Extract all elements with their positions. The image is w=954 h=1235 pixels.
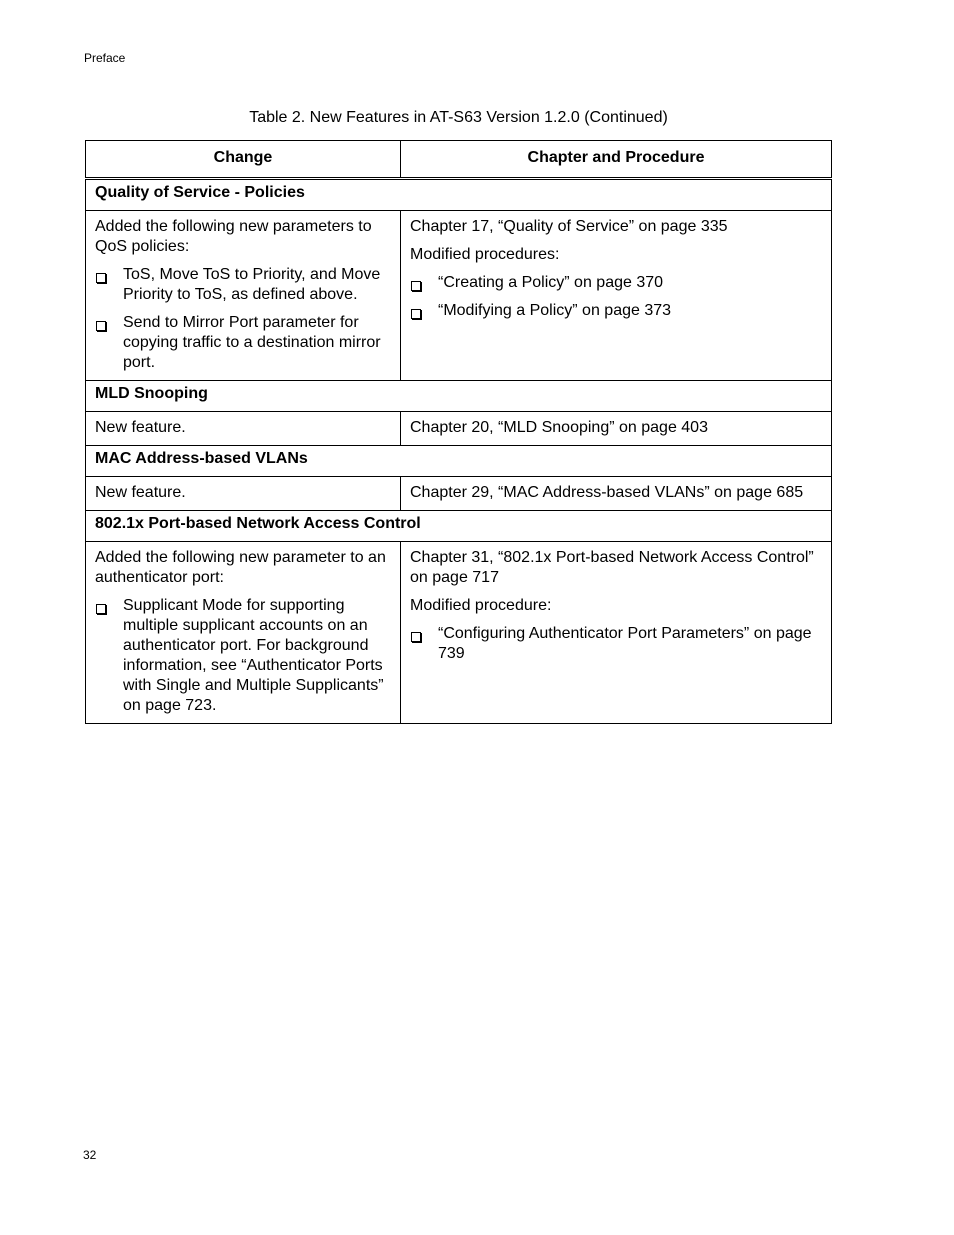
checkbox-square-icon	[411, 632, 421, 642]
change-cell	[86, 542, 401, 724]
list-item-text: Send to Mirror Port parameter for copying traffic to a destination mirror port.	[123, 314, 381, 371]
section-title: MAC Address-based VLANs	[86, 446, 832, 477]
list-item	[95, 265, 391, 305]
procedure-bullet-list	[410, 273, 822, 321]
checkbox-square-icon	[411, 309, 421, 319]
running-head: Preface	[84, 51, 126, 65]
chapter-reference: Chapter 31, “802.1x Port-based Network Access Control” on page 717	[410, 549, 814, 586]
change-intro: Added the following new parameters to QoS policies:	[95, 218, 372, 255]
change-intro: Added the following new parameter to an authenticator port:	[95, 549, 386, 586]
section-row	[86, 381, 832, 412]
change-cell	[86, 211, 401, 381]
procedure-label: Modified procedure:	[410, 597, 552, 614]
list-item	[410, 301, 822, 321]
chapter-reference: Chapter 17, “Quality of Service” on page 335	[410, 218, 728, 235]
column-header-change: Change	[86, 141, 401, 179]
change-bullet-list	[95, 265, 391, 373]
table-row	[86, 477, 832, 511]
list-item-text: ToS, Move ToS to Priority, and Move Priority to ToS, as defined above.	[123, 266, 381, 303]
list-item-text: “Creating a Policy” on page 370	[438, 274, 664, 291]
list-item-text: “Modifying a Policy” on page 373	[438, 302, 672, 319]
chapter-cell	[401, 211, 832, 381]
table-row	[86, 412, 832, 446]
procedure-bullet-list	[410, 624, 822, 664]
chapter-cell	[401, 542, 832, 724]
section-title: Quality of Service - Policies	[86, 179, 832, 211]
list-item	[95, 596, 391, 716]
table-header-row	[86, 141, 832, 179]
list-item-text: “Configuring Authenticator Port Parameters” on page 739	[438, 625, 812, 662]
table-row	[86, 542, 832, 724]
change-cell: New feature.	[86, 477, 401, 511]
checkbox-square-icon	[96, 604, 106, 614]
section-title: MLD Snooping	[86, 381, 832, 412]
section-row	[86, 179, 832, 211]
checkbox-square-icon	[96, 273, 106, 283]
checkbox-square-icon	[96, 321, 106, 331]
checkbox-square-icon	[411, 281, 421, 291]
list-item-text: Supplicant Mode for supporting multiple supplicant accounts on an authenticator port. For background information, see “Authenticator Ports with Single and Multiple Supplicants” on page 723.	[123, 597, 384, 714]
change-cell: New feature.	[86, 412, 401, 446]
features-table	[85, 140, 832, 724]
section-title: 802.1x Port-based Network Access Control	[86, 511, 832, 542]
table-caption: Table 2. New Features in AT-S63 Version 1.2.0 (Continued)	[249, 109, 668, 126]
chapter-cell: Chapter 29, “MAC Address-based VLANs” on page 685	[401, 477, 832, 511]
page-number: 32	[83, 1148, 97, 1162]
table-row	[86, 211, 832, 381]
list-item	[95, 313, 391, 373]
list-item	[410, 624, 822, 664]
procedure-label: Modified procedures:	[410, 246, 560, 263]
change-bullet-list	[95, 596, 391, 716]
chapter-cell: Chapter 20, “MLD Snooping” on page 403	[401, 412, 832, 446]
section-row	[86, 511, 832, 542]
list-item	[410, 273, 822, 293]
section-row	[86, 446, 832, 477]
column-header-chapter: Chapter and Procedure	[401, 141, 832, 179]
